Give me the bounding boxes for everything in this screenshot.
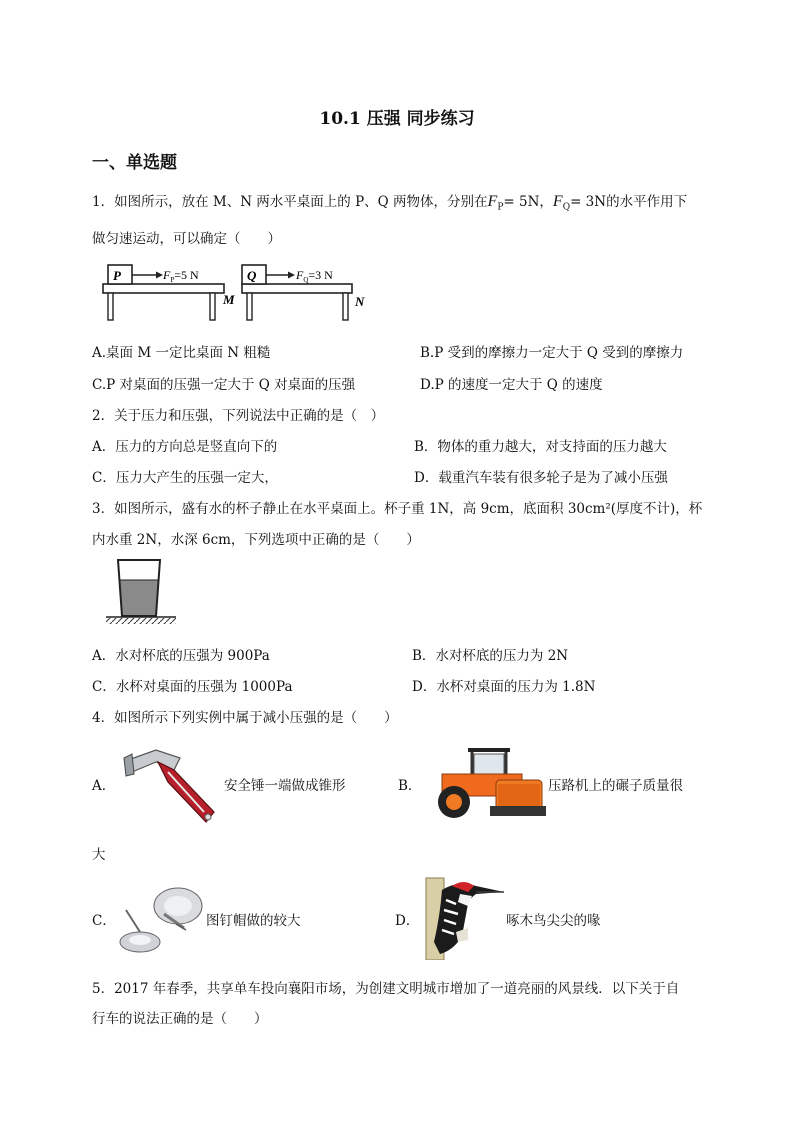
q2-option-a: A．压力的方向总是竖直向下的	[92, 439, 278, 455]
q3-cup-figure	[100, 556, 180, 630]
q3-stem-line1: 3．如图所示，盛有水的杯子静止在水平桌面上。杯子重 1N，高 9cm，底面积 30cm²(厚度不计)，杯	[92, 501, 703, 517]
q1-option-b: B.P 受到的摩擦力一定大于 Q 受到的摩擦力	[420, 345, 684, 361]
safety-hammer-image	[118, 742, 222, 828]
q2-option-b: B．物体的重力越大，对支持面的压力越大	[414, 439, 667, 455]
thumbtack-image	[114, 880, 206, 956]
q1-option-a: A.桌面 M 一定比桌面 N 粗糙	[92, 345, 271, 361]
q5-stem-line2: 行车的说法正确的是（ ）	[92, 1011, 268, 1027]
q1-stem-a: 1．如图所示，放在 M、N 两水平桌面上的 P、Q 两物体，分别在	[92, 194, 488, 210]
q3-option-b: B．水对杯底的压力为 2N	[412, 648, 569, 664]
q1-option-c: C.P 对桌面的压强一定大于 Q 对桌面的压强	[92, 377, 356, 393]
q4-option-b-wrap: 大	[92, 847, 106, 863]
q2-option-d: D．载重汽车装有很多轮子是为了减小压强	[414, 470, 668, 486]
q4-option-b-text: 压路机上的碾子质量很	[548, 778, 683, 794]
q1-fq-value: = 3N	[570, 194, 607, 210]
q1-sep: ，	[539, 194, 553, 210]
q1-fig-fq-val: =3 N	[308, 268, 333, 282]
q4-option-a-letter: A．	[92, 778, 116, 794]
q1-fq-sub: Q	[562, 202, 571, 213]
section-heading: 一、单选题	[92, 153, 177, 173]
q2-stem: 2．关于压力和压强，下列说法中正确的是（ ）	[92, 408, 385, 424]
q4-option-c-text: 图钉帽做的较大	[206, 913, 301, 929]
q1-stem-line2: 做匀速运动，可以确定（ ）	[92, 231, 281, 247]
road-roller-image	[428, 740, 546, 822]
q1-fp-sub: P	[497, 202, 504, 213]
q4-option-a-text: 安全锤一端做成锥形	[224, 778, 346, 794]
q1-option-d: D.P 的速度一定大于 Q 的速度	[420, 377, 603, 393]
q4-option-b-letter: B．	[398, 778, 422, 794]
q1-fig-fq-label	[295, 268, 333, 284]
q1-fp-symbol: F	[487, 193, 498, 210]
q4-option-d-text: 啄木鸟尖尖的喙	[506, 913, 601, 929]
q3-option-a: A．水对杯底的压强为 900Pa	[92, 648, 270, 664]
q1-fig-label-m: M	[223, 292, 235, 307]
q1-fq-symbol: F	[552, 193, 563, 210]
q1-fig-fq-f: F	[296, 268, 304, 282]
q3-option-c: C．水杯对桌面的压强为 1000Pa	[92, 679, 293, 695]
q3-stem-line2: 内水重 2N，水深 6cm，下列选项中正确的是（ ）	[92, 532, 420, 548]
q1-figure	[100, 262, 380, 324]
q1-fig-label-n: N	[355, 294, 365, 309]
q1-stem-b: 的水平作用下	[606, 194, 688, 210]
q3-option-d: D．水杯对桌面的压力为 1.8N	[412, 679, 596, 695]
q4-option-d-letter: D．	[395, 913, 420, 929]
q1-fig-fp-f: F	[163, 268, 171, 282]
q1-stem-line1	[92, 190, 687, 213]
q1-fig-fq-sub: Q	[303, 276, 309, 284]
q1-fig-block-q: Q	[247, 268, 257, 283]
q1-fig-block-p: P	[113, 268, 121, 283]
q4-option-c-letter: C．	[92, 913, 116, 929]
page-title: 10.1 压强 同步练习	[319, 109, 475, 129]
q1-fig-fp-sub: P	[170, 276, 175, 284]
q5-stem-line1: 5．2017 年春季，共享单车投向襄阳市场，为创建文明城市增加了一道亮丽的风景线．以下关于自	[92, 981, 680, 997]
q4-stem: 4．如图所示下列实例中属于减小压强的是（ ）	[92, 710, 398, 726]
q1-fp-value: = 5N	[503, 194, 540, 210]
woodpecker-image	[412, 876, 508, 960]
q1-fig-fp-label	[162, 268, 199, 284]
q2-option-c: C．压力大产生的压强一定大，	[92, 470, 278, 486]
q1-fig-fp-val: =5 N	[174, 268, 199, 282]
